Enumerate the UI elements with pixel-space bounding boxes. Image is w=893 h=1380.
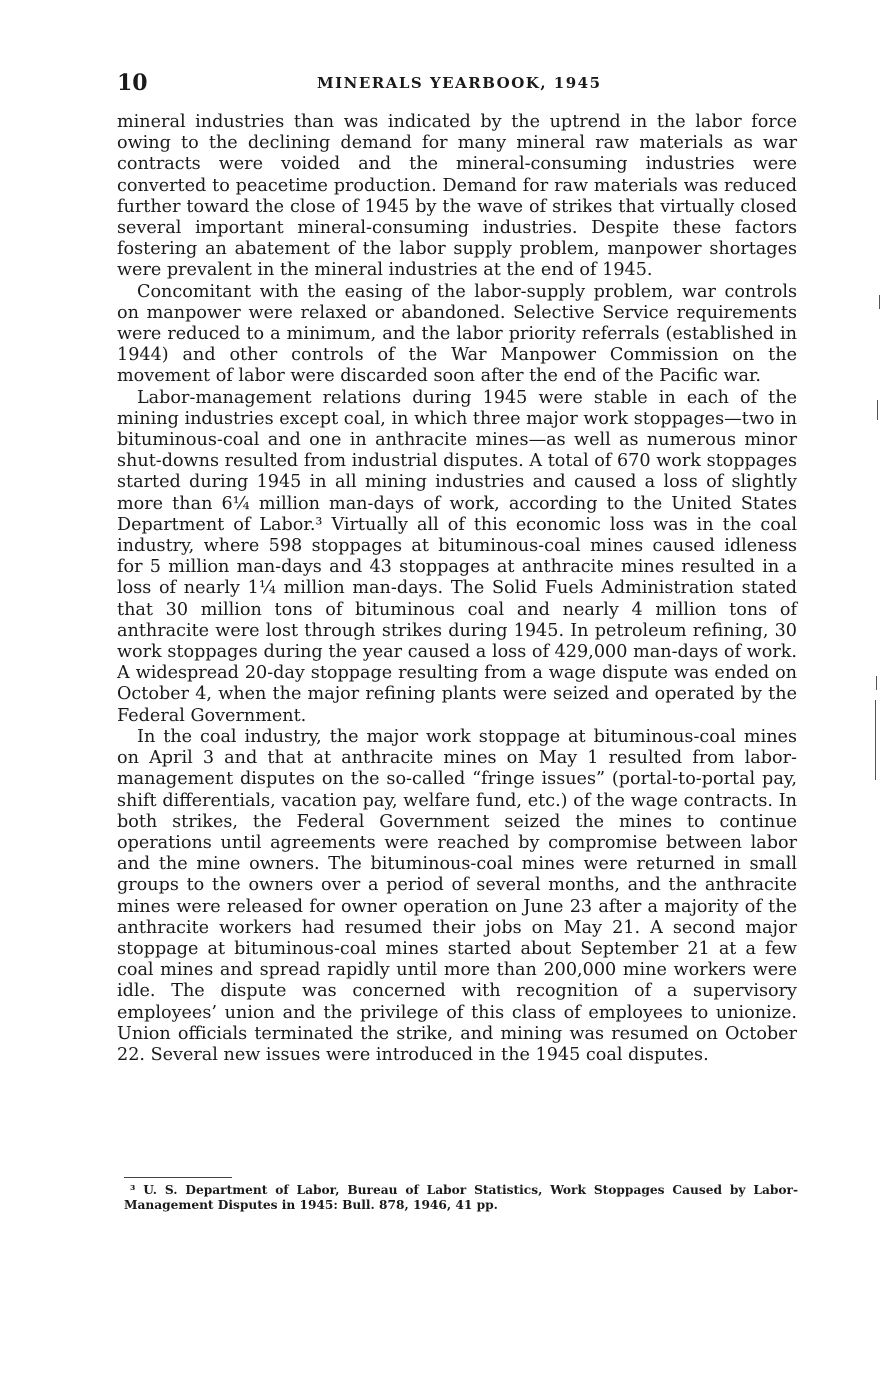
margin-scan-mark (877, 400, 878, 420)
margin-scan-mark (879, 295, 880, 309)
page-header (117, 70, 797, 100)
body-text (117, 112, 797, 1066)
margin-scan-mark (876, 676, 877, 690)
running-title: MINERALS YEARBOOK, 1945 (317, 74, 602, 92)
footnote-text: ³ U. S. Department of Labor, Bureau of Labor Statistics, Work Stoppages Caused by Labor-Management Disputes in 1945: Bull. 878, 1946, 41 pp. (124, 1183, 798, 1212)
paragraph-war-controls: Concomitant with the easing of the labor-supply problem, war controls on manpower were relaxed or abandoned. Selective Service requirements were reduced to a minimum, and the labor priority referrals (established in 1944) and other controls of the War Manpower Commission on the movement of labor were discarded soon after the end of the Pacific war. (117, 281, 797, 387)
paragraph-coal-industry: In the coal industry, the major work stoppage at bituminous-coal mines on April 3 and that at anthracite mines on May 1 resulted from labor-management disputes on the so-called “fringe issues” (portal-to-portal pay, shift differentials, vacation pay, welfare fund, etc.) of the wage contracts. In both strikes, the Federal Government seized the mines to continue operations until agreements were reached by compromise between labor and the mine owners. The bituminous-coal mines were returned in small groups to the owners over a period of several months, and the anthracite mines were released for owner operation on June 23 after a majority of the anthracite workers had resumed their jobs on May 21. A second major stoppage at bituminous-coal mines started about September 21 at a few coal mines and spread rapidly until more than 200,000 mine workers were idle. The dispute was concerned with recognition of a supervisory employees’ union and the privilege of this class of employees to unionize. Union officials terminated the strike, and mining was resumed on October 22. Several new issues were introduced in the 1945 coal disputes. (117, 726, 797, 1065)
page-number: 10 (117, 70, 148, 96)
margin-scan-mark (875, 700, 876, 780)
paragraph-labor-relations: Labor-management relations during 1945 were stable in each of the mining industries except coal, in which three major work stoppages—two in bituminous-coal and one in anthracite mines—as well as numerous minor shut-downs resulted from industrial disputes. A total of 670 work stoppages started during 1945 in all mining industries and caused a loss of slightly more than 6¼ million man-days of work, according to the United States Department of Labor.³ Virtually all of this economic loss was in the coal industry, where 598 stoppages at bituminous-coal mines caused idleness for 5 million man-days and 43 stoppages at anthracite mines resulted in a loss of nearly 1¼ million man-days. The Solid Fuels Administration stated that 30 million tons of bituminous coal and nearly 4 million tons of anthracite were lost through strikes during 1945. In petroleum refining, 30 work stoppages during the year caused a loss of 429,000 man-days of work. A widespread 20-day stoppage resulting from a wage dispute was ended on October 4, when the major refining plants were seized and operated by the Federal Government. (117, 387, 797, 726)
paragraph-continued: mineral industries than was indicated by the uptrend in the labor force owing to the declining demand for many mineral raw materials as war contracts were voided and the mineral-consuming industries were converted to peacetime production. Demand for raw materials was reduced further toward the close of 1945 by the wave of strikes that virtually closed several important mineral-consuming industries. Despite these factors fostering an abatement of the labor supply problem, manpower shortages were prevalent in the mineral industries at the end of 1945. (117, 112, 797, 281)
footnote-divider (124, 1177, 232, 1178)
footnote (124, 1183, 798, 1213)
